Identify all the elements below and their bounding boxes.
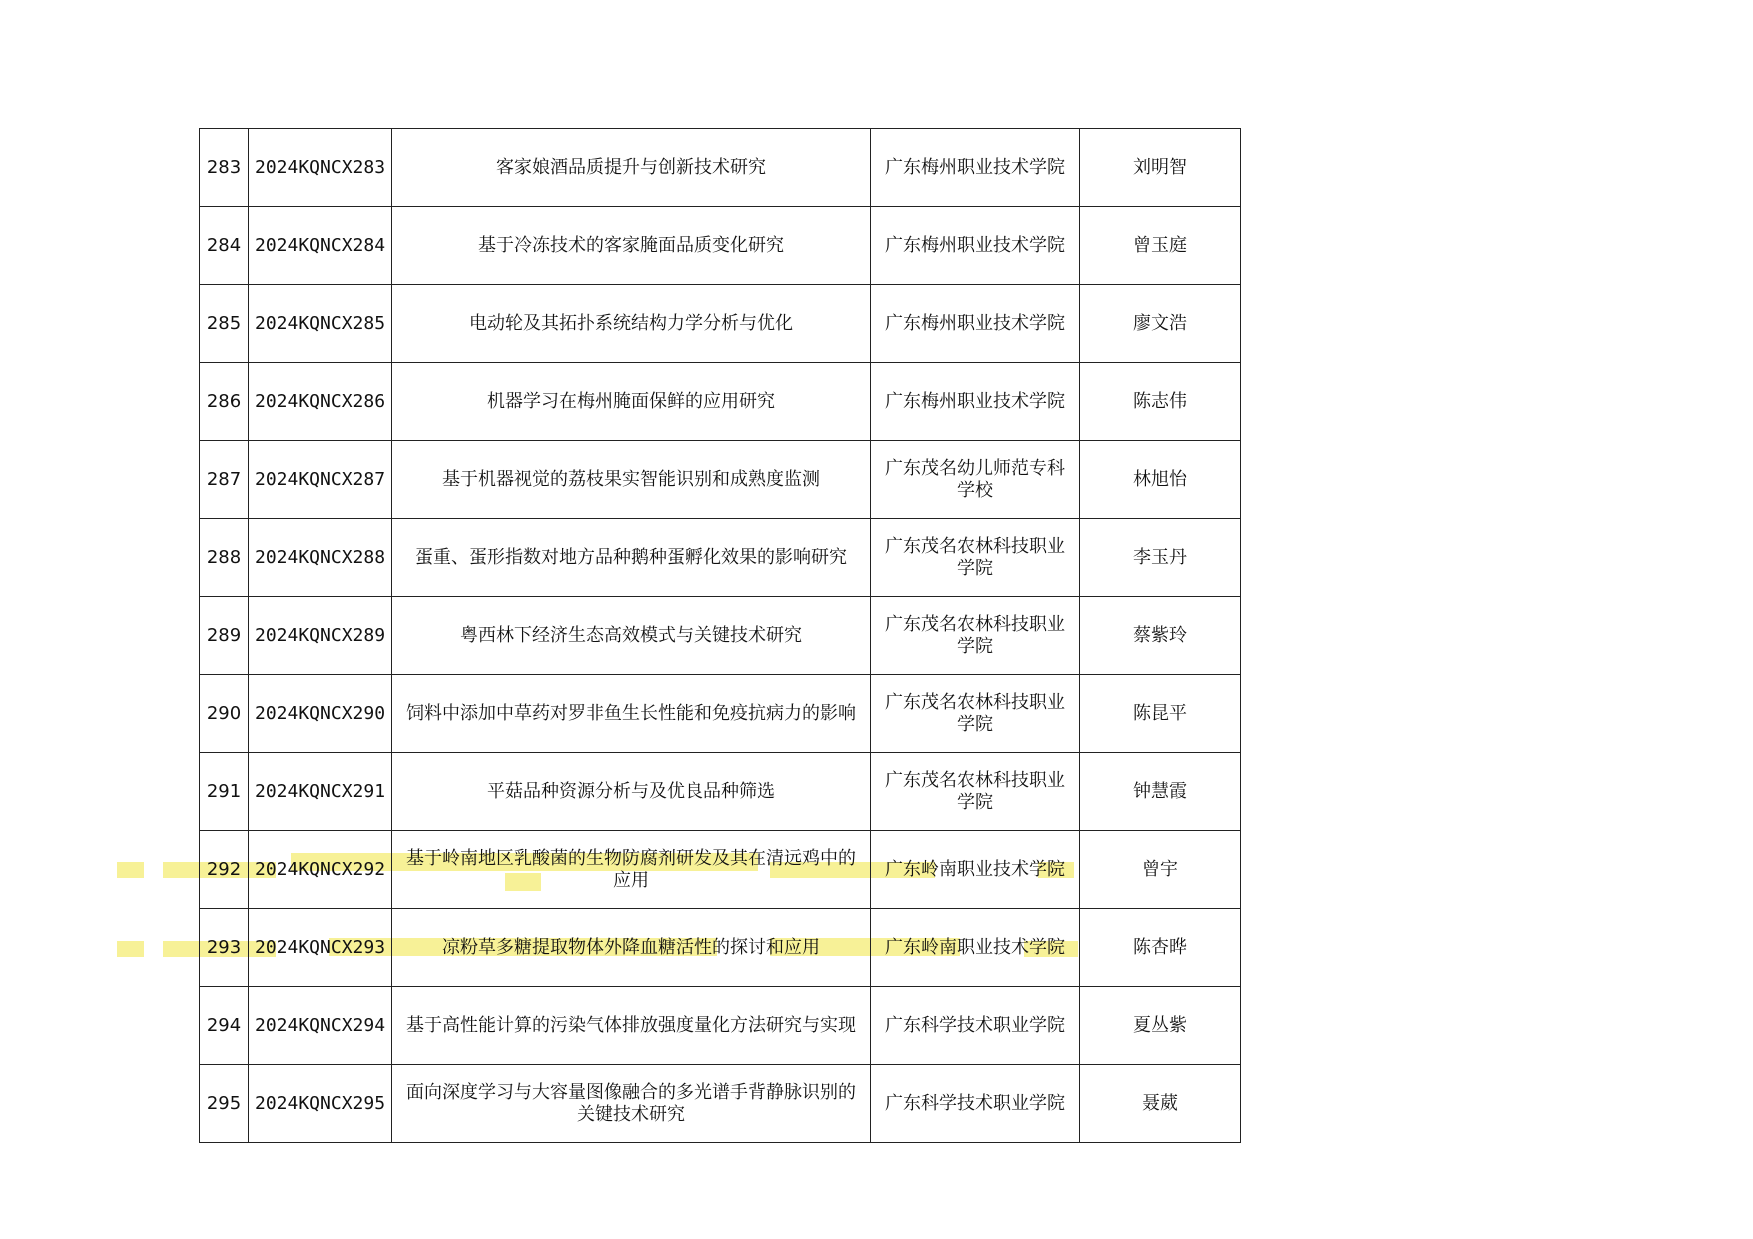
project-code-cell: 2024KQNCX294 [249, 987, 392, 1065]
institution-cell: 广东岭南职业技术学院 [871, 831, 1080, 909]
project-code-cell: 2024KQNCX295 [249, 1065, 392, 1143]
leader-name-cell: 曾玉庭 [1080, 207, 1241, 285]
table-row [200, 1065, 1241, 1143]
project-table [199, 128, 1241, 1143]
row-index-cell: 287 [200, 441, 249, 519]
project-title-cell: 基于岭南地区乳酸菌的生物防腐剂研发及其在清远鸡中的应用 [392, 831, 871, 909]
project-title-cell: 基于冷冻技术的客家腌面品质变化研究 [392, 207, 871, 285]
row-index-cell: 293 [200, 909, 249, 987]
institution-cell: 广东岭南职业技术学院 [871, 909, 1080, 987]
table-row [200, 285, 1241, 363]
project-code-cell: 2024KQNCX290 [249, 675, 392, 753]
highlight-row-293 [117, 941, 144, 957]
institution-cell: 广东茂名幼儿师范专科学校 [871, 441, 1080, 519]
table-row [200, 207, 1241, 285]
row-index-cell: 283 [200, 129, 249, 207]
project-title-cell: 蛋重、蛋形指数对地方品种鹅种蛋孵化效果的影响研究 [392, 519, 871, 597]
row-index-cell: 294 [200, 987, 249, 1065]
project-code-cell: 2024KQNCX284 [249, 207, 392, 285]
project-code-cell: 2024KQNCX288 [249, 519, 392, 597]
leader-name-cell: 林旭怡 [1080, 441, 1241, 519]
project-title-cell: 机器学习在梅州腌面保鲜的应用研究 [392, 363, 871, 441]
leader-name-cell: 陈志伟 [1080, 363, 1241, 441]
institution-cell: 广东茂名农林科技职业学院 [871, 675, 1080, 753]
leader-name-cell: 曾宇 [1080, 831, 1241, 909]
project-code-cell: 2024KQNCX283 [249, 129, 392, 207]
project-title-cell: 客家娘酒品质提升与创新技术研究 [392, 129, 871, 207]
row-index-cell: 290 [200, 675, 249, 753]
leader-name-cell: 李玉丹 [1080, 519, 1241, 597]
leader-name-cell: 陈昆平 [1080, 675, 1241, 753]
project-code-cell: 2024KQNCX286 [249, 363, 392, 441]
row-index-cell: 288 [200, 519, 249, 597]
project-title-cell: 粤西林下经济生态高效模式与关键技术研究 [392, 597, 871, 675]
project-code-cell: 2024KQNCX292 [249, 831, 392, 909]
table-row [200, 597, 1241, 675]
leader-name-cell: 聂葳 [1080, 1065, 1241, 1143]
leader-name-cell: 陈杏晔 [1080, 909, 1241, 987]
project-code-cell: 2024KQNCX285 [249, 285, 392, 363]
table-row [200, 909, 1241, 987]
row-index-cell: 289 [200, 597, 249, 675]
project-title-cell: 基于机器视觉的荔枝果实智能识别和成熟度监测 [392, 441, 871, 519]
project-code-cell: 2024KQNCX287 [249, 441, 392, 519]
project-title-cell: 平菇品种资源分析与及优良品种筛选 [392, 753, 871, 831]
institution-cell: 广东茂名农林科技职业学院 [871, 519, 1080, 597]
project-code-cell: 2024KQNCX293 [249, 909, 392, 987]
project-title-cell: 电动轮及其拓扑系统结构力学分析与优化 [392, 285, 871, 363]
project-code-cell: 2024KQNCX291 [249, 753, 392, 831]
table-row [200, 363, 1241, 441]
table-row [200, 753, 1241, 831]
row-index-cell: 286 [200, 363, 249, 441]
table-row [200, 129, 1241, 207]
row-index-cell: 285 [200, 285, 249, 363]
table-row [200, 831, 1241, 909]
project-title-cell: 基于高性能计算的污染气体排放强度量化方法研究与实现 [392, 987, 871, 1065]
row-index-cell: 295 [200, 1065, 249, 1143]
table-row [200, 519, 1241, 597]
leader-name-cell: 钟慧霞 [1080, 753, 1241, 831]
institution-cell: 广东梅州职业技术学院 [871, 207, 1080, 285]
leader-name-cell: 刘明智 [1080, 129, 1241, 207]
table-row [200, 987, 1241, 1065]
project-title-cell: 凉粉草多糖提取物体外降血糖活性的探讨和应用 [392, 909, 871, 987]
table-row [200, 675, 1241, 753]
highlight-row-292 [117, 862, 144, 878]
row-index-cell: 284 [200, 207, 249, 285]
institution-cell: 广东茂名农林科技职业学院 [871, 753, 1080, 831]
row-index-cell: 292 [200, 831, 249, 909]
institution-cell: 广东梅州职业技术学院 [871, 363, 1080, 441]
leader-name-cell: 廖文浩 [1080, 285, 1241, 363]
institution-cell: 广东茂名农林科技职业学院 [871, 597, 1080, 675]
table-row [200, 441, 1241, 519]
project-title-cell: 饲料中添加中草药对罗非鱼生长性能和免疫抗病力的影响 [392, 675, 871, 753]
institution-cell: 广东梅州职业技术学院 [871, 285, 1080, 363]
leader-name-cell: 夏丛紫 [1080, 987, 1241, 1065]
project-title-cell: 面向深度学习与大容量图像融合的多光谱手背静脉识别的关键技术研究 [392, 1065, 871, 1143]
institution-cell: 广东科学技术职业学院 [871, 1065, 1080, 1143]
row-index-cell: 291 [200, 753, 249, 831]
project-table-body [200, 129, 1241, 1143]
institution-cell: 广东科学技术职业学院 [871, 987, 1080, 1065]
leader-name-cell: 蔡紫玲 [1080, 597, 1241, 675]
institution-cell: 广东梅州职业技术学院 [871, 129, 1080, 207]
project-code-cell: 2024KQNCX289 [249, 597, 392, 675]
